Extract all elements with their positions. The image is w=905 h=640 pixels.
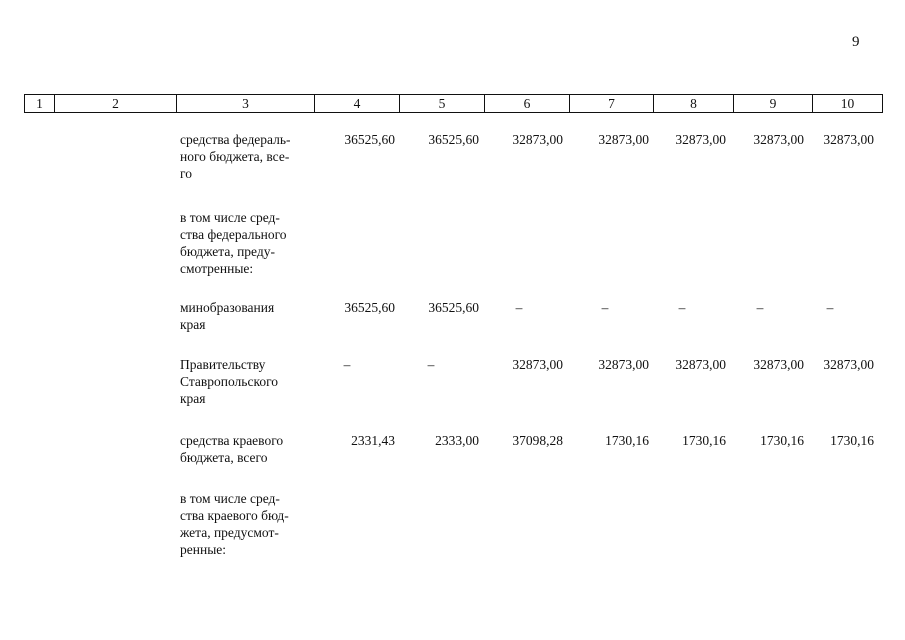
value-cell: 32873,00	[753, 132, 804, 147]
column-number-header	[24, 94, 883, 113]
header-cell: 2	[55, 95, 177, 113]
value-cell: 2333,00	[435, 433, 479, 448]
value-cell: 32873,00	[823, 132, 874, 147]
row-label	[180, 209, 311, 277]
value-cell: 32873,00	[598, 357, 649, 372]
page-number: 9	[852, 34, 860, 50]
value-cell: 32873,00	[512, 132, 563, 147]
value-cell: 32873,00	[598, 132, 649, 147]
header-cell: 1	[25, 95, 55, 113]
header-cell: 8	[654, 95, 734, 113]
value-cell: –	[343, 357, 351, 372]
value-cell: –	[515, 300, 523, 315]
row-label-line: ного бюджета, все-	[180, 149, 290, 164]
header-cell: 6	[485, 95, 570, 113]
header-cell: 7	[570, 95, 654, 113]
value-cell: –	[427, 357, 435, 372]
row-label-line: ства краевого бюд-	[180, 508, 289, 523]
row-label	[180, 299, 311, 333]
header-cell: 9	[734, 95, 813, 113]
row-label-line: средства краевого	[180, 433, 284, 448]
value-cell: 32873,00	[823, 357, 874, 372]
value-cell: 32873,00	[753, 357, 804, 372]
value-cell: –	[678, 300, 686, 315]
row-label-line: края	[180, 391, 206, 406]
value-cell: 2331,43	[351, 433, 395, 448]
header-cell: 3	[177, 95, 315, 113]
row-label	[180, 131, 311, 182]
value-cell: 36525,60	[344, 300, 395, 315]
header-cell: 5	[400, 95, 485, 113]
header-cell: 10	[813, 95, 883, 113]
row-label-line: бюджета, преду-	[180, 244, 275, 259]
row-label-line: го	[180, 166, 192, 181]
row-label-line: минобразования	[180, 300, 275, 315]
row-label-line: смотренные:	[180, 261, 254, 276]
value-cell: 32873,00	[512, 357, 563, 372]
row-label-line: в том числе сред-	[180, 491, 280, 506]
row-label-line: края	[180, 317, 206, 332]
row-label-line: Правительству	[180, 357, 266, 372]
row-label	[180, 490, 311, 558]
value-cell: 1730,16	[682, 433, 726, 448]
value-cell: 1730,16	[760, 433, 804, 448]
row-label	[180, 356, 311, 407]
row-label-line: жета, предусмот-	[180, 525, 279, 540]
value-cell: 1730,16	[830, 433, 874, 448]
row-label-line: бюджета, всего	[180, 450, 268, 465]
value-cell: 32873,00	[675, 357, 726, 372]
value-cell: –	[826, 300, 834, 315]
value-cell: 36525,60	[344, 132, 395, 147]
row-label-line: средства федераль-	[180, 132, 291, 147]
value-cell: 37098,28	[512, 433, 563, 448]
value-cell: 32873,00	[675, 132, 726, 147]
row-label	[180, 432, 311, 466]
value-cell: 36525,60	[428, 300, 479, 315]
row-label-line: ства федерального	[180, 227, 287, 242]
row-label-line: Ставропольского	[180, 374, 279, 389]
row-label-line: в том числе сред-	[180, 210, 280, 225]
value-cell: 1730,16	[605, 433, 649, 448]
value-cell: –	[756, 300, 764, 315]
header-cell: 4	[315, 95, 400, 113]
value-cell: 36525,60	[428, 132, 479, 147]
row-label-line: ренные:	[180, 542, 227, 557]
value-cell: –	[601, 300, 609, 315]
